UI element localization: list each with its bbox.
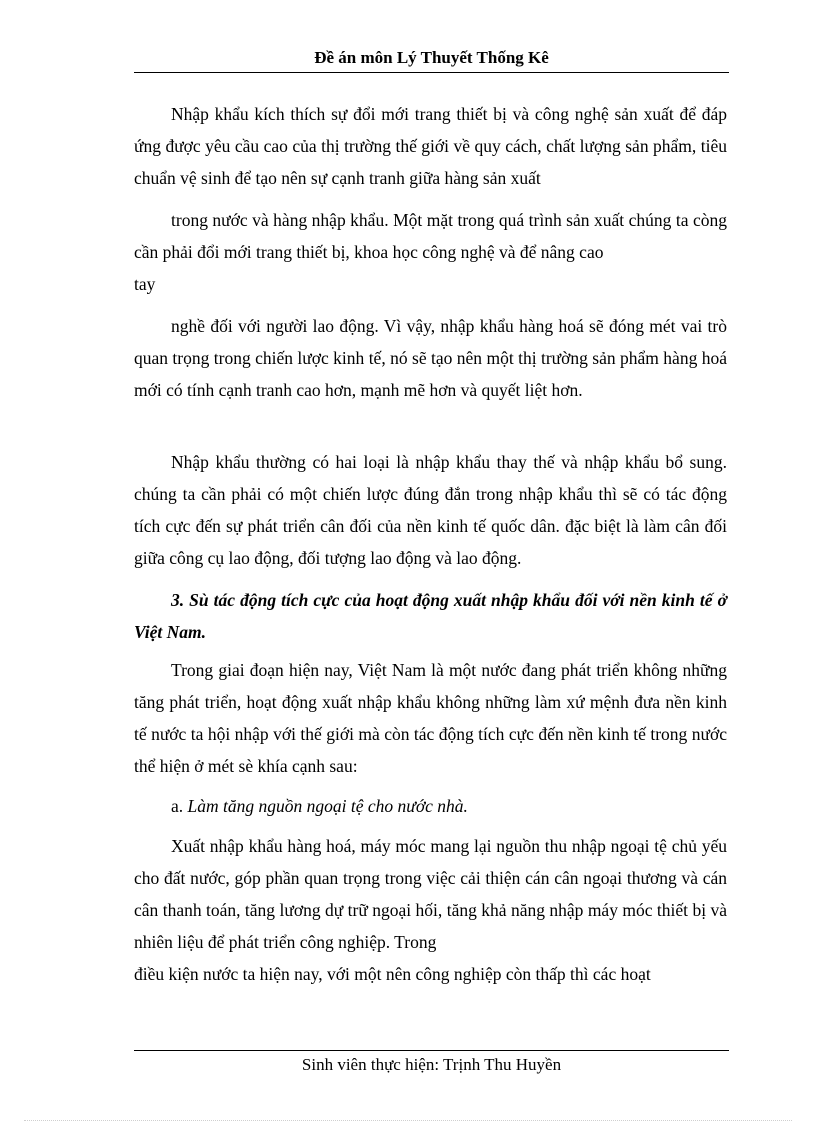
paragraph-1: Nhập khẩu kích thích sự đổi mới trang thiết bị và công nghệ sản xuất để đáp ứng được yêu cầu cao của thị trường thế giới về quy cách, chất lượng sản phẩm, tiêu chuẩn vệ sinh để tạo nên sự cạnh tranh giữa hàng sản xuất <box>134 104 727 188</box>
subsection-a-title: Làm tăng nguồn ngoại tệ cho nước nhà. <box>187 796 468 816</box>
paragraph-5: Trong giai đoạn hiện nay, Việt Nam là một nước đang phát triển không những tăng phát triển, hoạt động xuất nhập khẩu không những làm xứ mệnh đưa nền kinh tế nước ta hội nhập với thế giới mà còn tác động tích cực đến nền kinh tế trong nước thể hiện ở mét sè khía cạnh sau: <box>134 660 727 776</box>
header-divider <box>134 72 729 73</box>
paragraph-6-last-line: điều kiện nước ta hiện nay, với một nên công nghiệp còn thấp thì các hoạt <box>134 964 651 984</box>
paragraph-2: trong nước và hàng nhập khẩu. Một mặt trong quá trình sản xuất chúng ta còng cần phải đổi mới trang thiết bị, khoa học công nghệ và để nâng cao <box>134 210 727 262</box>
page-header-title: Đề án môn Lý Thuyết Thống Kê <box>314 48 549 67</box>
section-heading-3: 3. Sù tác động tích cực của hoạt động xuất nhập khẩu đối với nền kinh tế ở Việt Nam. <box>134 590 727 642</box>
subsection-a-label: a. <box>171 796 184 816</box>
footer-divider <box>134 1050 729 1051</box>
paragraph-3: nghề đối với người lao động. Vì vậy, nhập khẩu hàng hoá sẽ đóng mét vai trò quan trọng trong chiến lược kinh tế, nó sẽ tạo nên một thị trường sản phẩm hàng hoá mới có tính cạnh tranh cao hơn, mạnh mẽ hơn và quyết liệt hơn. <box>134 316 727 400</box>
subsection-a <box>171 790 727 822</box>
paragraph-4: Nhập khẩu thường có hai loại là nhập khẩu thay thế và nhập khẩu bổ sung. chúng ta cần phải có một chiến lược đúng đắn trong nhập khẩu thì sẽ có tác động tích cực đến sự phát triển cân đối của nền kinh tế quốc dân. đặc biệt là làm cân đối giữa công cụ lao động, đối tượng lao động và lao động. <box>134 452 727 568</box>
paragraph-6: Xuất nhập khẩu hàng hoá, máy móc mang lại nguồn thu nhập ngoại tệ chủ yếu cho đất nước, góp phần quan trọng trong việc cải thiện cán cân ngoại thương và cán cân thanh toán, tăng lương dự trữ ngoại hối, tăng khả năng nhập máy móc thiết bị và nhiên liệu để phát triển công nghiệp. Trong <box>134 836 727 952</box>
page-bottom-border <box>24 1120 792 1121</box>
page-footer-author: Sinh viên thực hiện: Trịnh Thu Huyền <box>301 1055 562 1074</box>
paragraph-2-tail: tay <box>134 274 156 294</box>
